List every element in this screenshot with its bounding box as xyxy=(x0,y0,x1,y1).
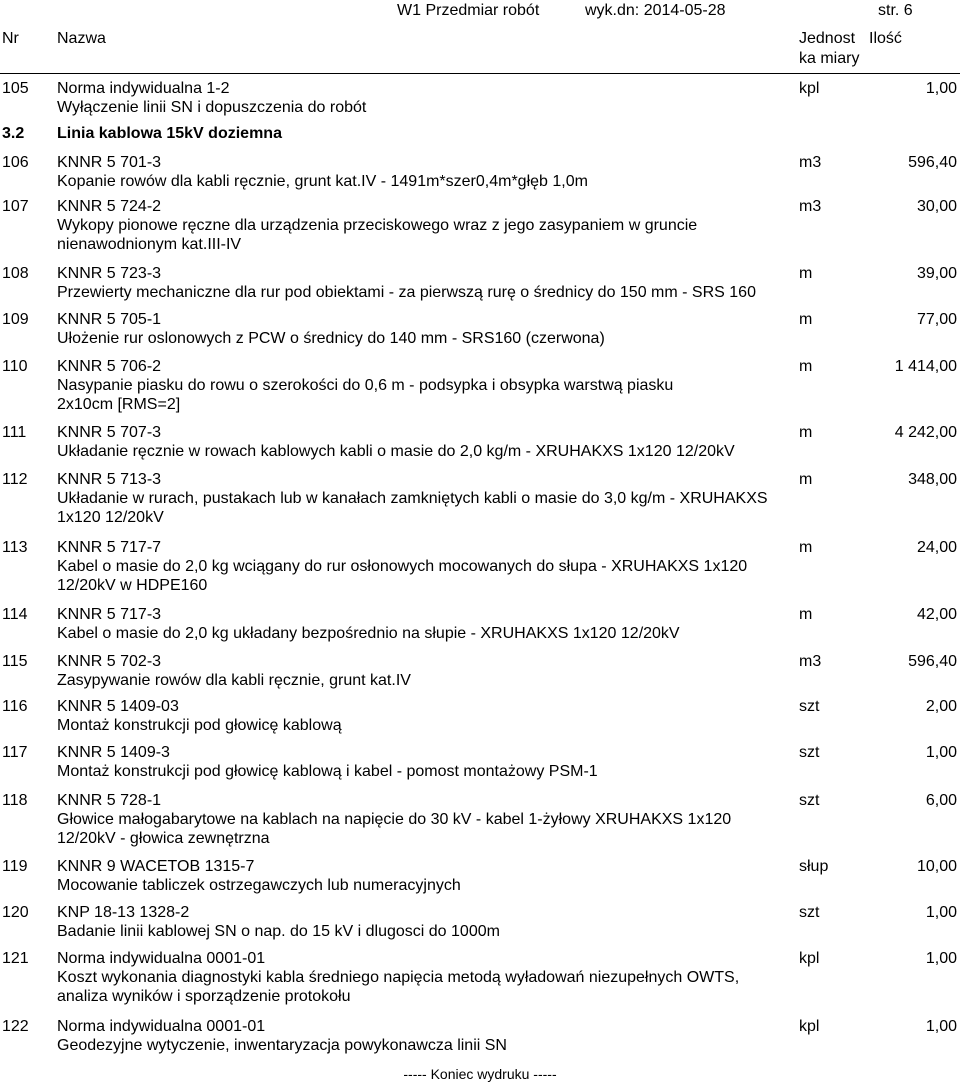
row-description: Badanie linii kablowej SN o nap. do 15 kV i dlugosci do 1000m xyxy=(57,923,500,940)
row-code: KNNR 5 723-3 xyxy=(57,265,162,282)
row-unit: m xyxy=(799,471,813,488)
row-code: KNNR 5 1409-03 xyxy=(57,698,179,715)
row-description: Montaż konstrukcji pod głowicę kablową i kabel - pomost montażowy PSM-1 xyxy=(57,763,598,780)
row-code: Norma indywidualna 0001-01 xyxy=(57,1018,266,1035)
row-code: KNNR 5 706-2 xyxy=(57,358,162,375)
row-quantity: 4 242,00 xyxy=(894,424,957,441)
row-unit: m xyxy=(799,311,813,328)
row-code: Norma indywidualna 1-2 xyxy=(57,80,230,97)
row-quantity: 1,00 xyxy=(925,1018,957,1035)
row-code: KNNR 5 717-7 xyxy=(57,539,162,556)
row-description: Montaż konstrukcji pod głowicę kablową xyxy=(57,717,342,734)
row-nr: 115 xyxy=(2,653,28,670)
date-label: wyk.dn: 2014-05-28 xyxy=(585,2,726,19)
col-header-qty: Ilość xyxy=(869,30,902,47)
row-unit: kpl xyxy=(799,950,820,967)
row-quantity: 1 414,00 xyxy=(894,358,957,375)
header-divider xyxy=(0,73,960,74)
row-code: KNNR 5 707-3 xyxy=(57,424,162,441)
row-code: KNP 18-13 1328-2 xyxy=(57,904,190,921)
row-description: Głowice małogabarytowe na kablach na napięcie do 30 kV - kabel 1-żyłowy XRUHAKXS 1x120 12/20kV - głowica zewnętrzna xyxy=(57,811,732,847)
row-nr: 111 xyxy=(2,424,27,441)
page-header xyxy=(0,0,960,20)
row-unit: m xyxy=(799,539,813,556)
row-unit: szt xyxy=(799,744,820,761)
row-description: Zasypywanie rowów dla kabli ręcznie, grunt kat.IV xyxy=(57,672,411,689)
row-nr: 117 xyxy=(2,744,28,761)
row-nr: 121 xyxy=(2,950,29,967)
row-description: Wykopy pionowe ręczne dla urządzenia przeciskowego wraz z jego zasypaniem w gruncie nienawodnionym kat.III-IV xyxy=(57,217,698,253)
row-unit: kpl xyxy=(799,80,820,97)
document-title: W1 Przedmiar robót xyxy=(397,2,540,19)
row-description: Koszt wykonania diagnostyki kabla średniego napięcia metodą wyładowań niezupełnych OWTS, analiza wyników i sporządzenie protokołu xyxy=(57,969,740,1005)
row-nr: 109 xyxy=(2,311,29,328)
row-quantity: 1,00 xyxy=(925,744,957,761)
row-code: KNNR 5 1409-3 xyxy=(57,744,170,761)
end-of-printout: ----- Koniec wydruku ----- xyxy=(403,1066,557,1082)
row-nr: 118 xyxy=(2,792,28,809)
row-nr: 108 xyxy=(2,265,29,282)
row-nr: 107 xyxy=(2,198,29,215)
section-nr: 3.2 xyxy=(2,125,25,142)
row-unit: m3 xyxy=(799,198,822,215)
row-code: KNNR 5 728-1 xyxy=(57,792,162,809)
row-quantity: 6,00 xyxy=(925,792,957,809)
page-number: str. 6 xyxy=(878,2,913,19)
row-code: KNNR 5 713-3 xyxy=(57,471,162,488)
row-description: Przewierty mechaniczne dla rur pod obiektami - za pierwszą rurę o średnicy do 150 mm - SRS 160 xyxy=(57,284,756,301)
column-headers xyxy=(0,24,960,74)
row-code: KNNR 5 724-2 xyxy=(57,198,162,215)
col-header-nr: Nr xyxy=(2,30,19,47)
row-description: Geodezyjne wytyczenie, inwentaryzacja powykonawcza linii SN xyxy=(57,1037,507,1054)
row-code: Norma indywidualna 0001-01 xyxy=(57,950,266,967)
section-title: Linia kablowa 15kV doziemna xyxy=(57,125,282,142)
row-quantity: 77,00 xyxy=(916,311,957,328)
row-nr: 110 xyxy=(2,358,28,375)
row-quantity: 30,00 xyxy=(916,198,957,215)
row-unit: m xyxy=(799,265,813,282)
col-header-name: Nazwa xyxy=(57,30,106,47)
row-unit: kpl xyxy=(799,1018,820,1035)
row-unit: szt xyxy=(799,904,820,921)
row-unit: m xyxy=(799,358,813,375)
row-quantity: 1,00 xyxy=(925,904,957,921)
row-unit: szt xyxy=(799,698,820,715)
row-description: Kabel o masie do 2,0 kg wciągany do rur osłonowych mocowanych do słupa - XRUHAKXS 1x120 12/20kV w HDPE160 xyxy=(57,558,748,594)
row-unit: m3 xyxy=(799,653,822,670)
row-description: Wyłączenie linii SN i dopuszczenia do robót xyxy=(57,99,367,116)
row-nr: 122 xyxy=(2,1018,29,1035)
row-quantity: 348,00 xyxy=(908,471,957,488)
row-description: Układanie ręcznie w rowach kablowych kabli o masie do 2,0 kg/m - XRUHAKXS 1x120 12/20kV xyxy=(57,443,735,460)
row-nr: 119 xyxy=(2,858,28,875)
row-nr: 116 xyxy=(2,698,28,715)
row-description: Kabel o masie do 2,0 kg układany bezpośrednio na słupie - XRUHAKXS 1x120 12/20kV xyxy=(57,625,680,642)
row-unit: m xyxy=(799,606,813,623)
row-quantity: 24,00 xyxy=(916,539,957,556)
row-quantity: 42,00 xyxy=(916,606,957,623)
row-unit: m3 xyxy=(799,154,822,171)
row-quantity: 39,00 xyxy=(916,265,957,282)
row-description: Nasypanie piasku do rowu o szerokości do 0,6 m - podsypka i obsypka warstwą piasku 2x10cm [RMS=2] xyxy=(57,377,674,413)
row-quantity: 1,00 xyxy=(925,950,957,967)
row-quantity: 10,00 xyxy=(916,858,957,875)
row-description: Mocowanie tabliczek ostrzegawczych lub numeracyjnych xyxy=(57,877,461,894)
row-nr: 120 xyxy=(2,904,29,921)
row-code: KNNR 5 702-3 xyxy=(57,653,162,670)
row-quantity: 596,40 xyxy=(908,653,957,670)
row-code: KNNR 5 705-1 xyxy=(57,311,162,328)
col-header-unit-line2: ka miary xyxy=(799,50,860,67)
row-unit: słup xyxy=(799,858,829,875)
row-description: Układanie w rurach, pustakach lub w kanałach zamkniętych kabli o masie do 3,0 kg/m - XRUHAKXS 1x120 12/20kV xyxy=(57,490,768,526)
row-nr: 113 xyxy=(2,539,28,556)
row-code: KNNR 5 717-3 xyxy=(57,606,162,623)
row-unit: szt xyxy=(799,792,820,809)
col-header-unit-line1: Jednost xyxy=(799,30,856,47)
row-nr: 112 xyxy=(2,471,28,488)
row-code: KNNR 9 WACETOB 1315-7 xyxy=(57,858,255,875)
row-quantity: 596,40 xyxy=(908,154,957,171)
row-nr: 114 xyxy=(2,606,28,623)
row-nr: 106 xyxy=(2,154,29,171)
row-description: Ułożenie rur oslonowych z PCW o średnicy do 140 mm - SRS160 (czerwona) xyxy=(57,330,605,347)
row-nr: 105 xyxy=(2,80,29,97)
row-code: KNNR 5 701-3 xyxy=(57,154,162,171)
row-quantity: 2,00 xyxy=(925,698,957,715)
row-unit: m xyxy=(799,424,813,441)
row-description: Kopanie rowów dla kabli ręcznie, grunt kat.IV - 1491m*szer0,4m*głęb 1,0m xyxy=(57,173,588,190)
row-quantity: 1,00 xyxy=(925,80,957,97)
